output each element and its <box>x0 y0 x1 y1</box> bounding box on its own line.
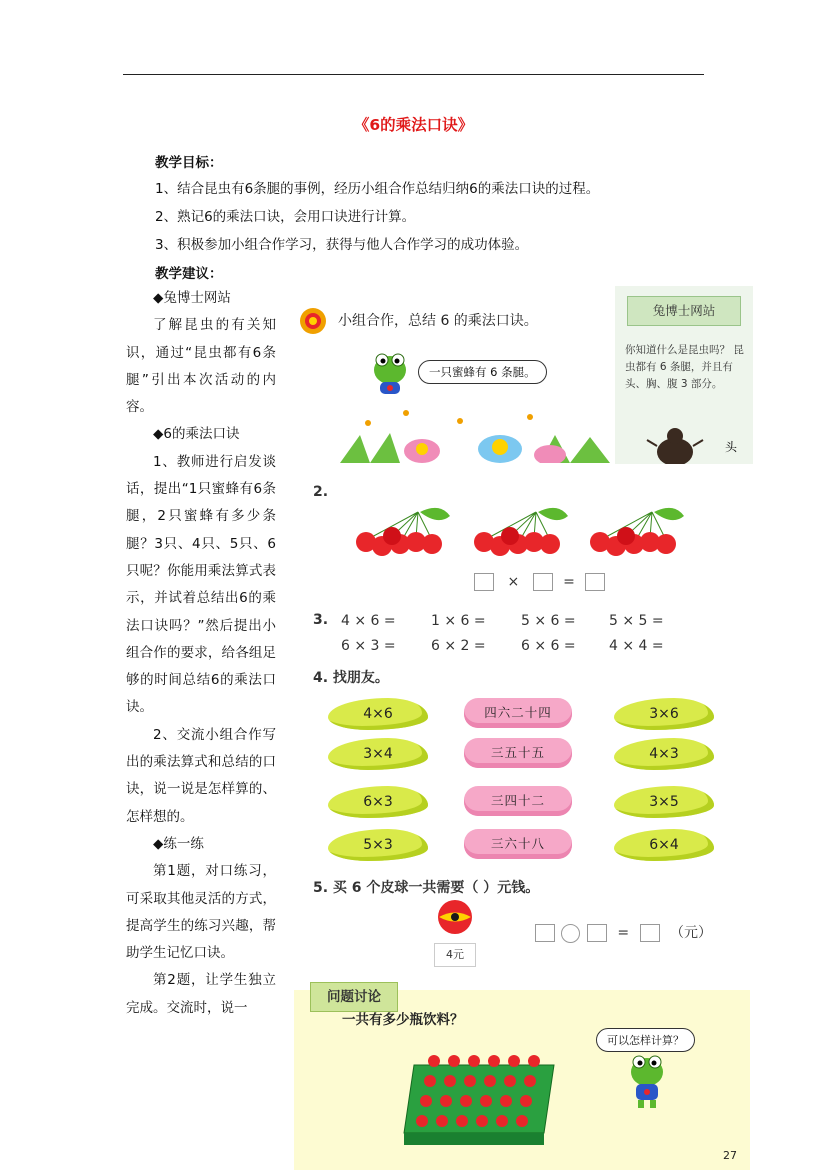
flower-card[interactable]: 三四十二 <box>464 786 572 816</box>
q3-number: 3. <box>313 612 329 628</box>
q3-expr-r1c2: 1 × 6 = <box>431 613 486 629</box>
answer-box <box>474 573 494 591</box>
bee-bubble: 一只蜜蜂有 6 条腿。 <box>418 360 547 384</box>
rabbit-site-tag: 兔博士网站 <box>627 296 741 326</box>
cherries-icon <box>350 500 700 560</box>
advice-p3: ◆6的乘法口诀 <box>153 426 240 443</box>
advice-p1: ◆兔博士网站 <box>153 290 231 306</box>
q5-label: 5. 买 6 个皮球一共需要（ ）元钱。 <box>313 880 540 896</box>
discussion-tag: 问题讨论 <box>310 982 398 1012</box>
page-title: 《6的乘法口诀》 <box>353 116 474 134</box>
flower-scene-icon <box>340 405 610 463</box>
leaf-card[interactable]: 3×5 <box>614 786 714 818</box>
q5-equation <box>535 922 712 943</box>
advice-heading: 教学建议： <box>155 266 223 282</box>
answer-box <box>535 924 555 942</box>
answer-box <box>533 573 553 591</box>
answer-box <box>640 924 660 942</box>
advice-p4: 1、教师进行启发谈话，提出“1只蜜蜂有6条腿，2只蜜蜂有多少条腿？3只、4只、5只、6只呢？你能用乘法算式表示，并试着总结出6的乘法口诀吗？”然后提出小组合作的要求，给各组足够的时间总结6的乘法口诀。 <box>126 453 276 716</box>
leaf-card[interactable]: 6×4 <box>614 829 714 861</box>
leaf-card[interactable]: 5×3 <box>328 829 428 861</box>
q2-equation <box>474 573 605 591</box>
section1-heading: 小组合作，总结 6 的乘法口诀。 <box>338 313 538 329</box>
medal-icon <box>298 306 328 336</box>
bug-head-label: 头 <box>725 440 738 454</box>
equals-sign: = <box>563 574 575 590</box>
leaf-card[interactable]: 4×3 <box>614 738 714 770</box>
goals-heading: 教学目标： <box>155 155 223 171</box>
advice-p7: 第1题，对口练习，可采取其他灵活的方式，提高学生的练习兴趣，帮助学生记忆口诀。 <box>126 863 276 962</box>
q3-expr-r2c2: 6 × 2 = <box>431 638 486 654</box>
discussion-question: 一共有多少瓶饮料？ <box>342 1012 464 1028</box>
leaf-card[interactable]: 3×4 <box>328 738 428 770</box>
q3-expr-r2c4: 4 × 4 = <box>609 638 664 654</box>
answer-box <box>587 924 607 942</box>
header-rule <box>123 74 704 75</box>
advice-p2: 了解昆虫的有关知识，通过“昆虫都有6条腿”引出本次活动的内容。 <box>126 317 276 416</box>
q4-label: 4. 找朋友。 <box>313 670 389 686</box>
q3-expr-r1c1: 4 × 6 = <box>341 613 396 629</box>
equals-sign: = <box>617 925 630 941</box>
goal-2: 2、熟记6的乘法口诀，会用口诀进行计算。 <box>155 209 416 225</box>
q2-number: 2. <box>313 484 329 500</box>
goal-1: 1、结合昆虫有6条腿的事例，经历小组合作总结归纳6的乘法口诀的过程。 <box>155 181 600 197</box>
drink-crate-icon <box>394 1035 564 1147</box>
frog-icon <box>624 1052 670 1110</box>
flower-card[interactable]: 三五十五 <box>464 738 572 768</box>
answer-box <box>585 573 605 591</box>
q3-expr-r2c1: 6 × 3 = <box>341 638 396 654</box>
leaf-card[interactable]: 6×3 <box>328 786 428 818</box>
frog-bubble: 可以怎样计算？ <box>596 1028 695 1052</box>
times-sign: × <box>507 574 520 590</box>
flower-card[interactable]: 三六十八 <box>464 829 572 859</box>
yuan-label: （元） <box>670 925 712 941</box>
flower-card[interactable]: 四六二十四 <box>464 698 572 728</box>
discussion-panel <box>294 990 750 1170</box>
q3-expr-r2c3: 6 × 6 = <box>521 638 576 654</box>
ball-price: 4元 <box>434 943 476 967</box>
advice-p5: 2、交流小组合作写出的乘法算式和总结的口诀，说一说是怎样算的、怎样想的。 <box>126 726 276 825</box>
advice-p8: 第2题，让学生独立完成。交流时，说一 <box>126 972 276 1016</box>
beetle-icon <box>645 426 705 464</box>
goal-3: 3、积极参加小组合作学习，获得与他人合作学习的成功体验。 <box>155 237 529 253</box>
rabbit-site-text: 你知道什么是昆虫吗？ 昆虫都有 6 条腿，并且有头、胸、腹 3 部分。 <box>625 344 744 390</box>
q3-expr-r1c4: 5 × 5 = <box>609 613 664 629</box>
rabbit-site-panel <box>615 286 753 464</box>
advice-p6: ◆练一练 <box>153 835 204 852</box>
frog-icon <box>368 350 412 398</box>
answer-circle <box>561 924 580 943</box>
leaf-card[interactable]: 3×6 <box>614 698 714 730</box>
page-number: 27 <box>723 1149 737 1162</box>
ball-icon <box>436 898 474 936</box>
leaf-card[interactable]: 4×6 <box>328 698 428 730</box>
q3-expr-r1c3: 5 × 6 = <box>521 613 576 629</box>
advice-column <box>126 285 276 1022</box>
